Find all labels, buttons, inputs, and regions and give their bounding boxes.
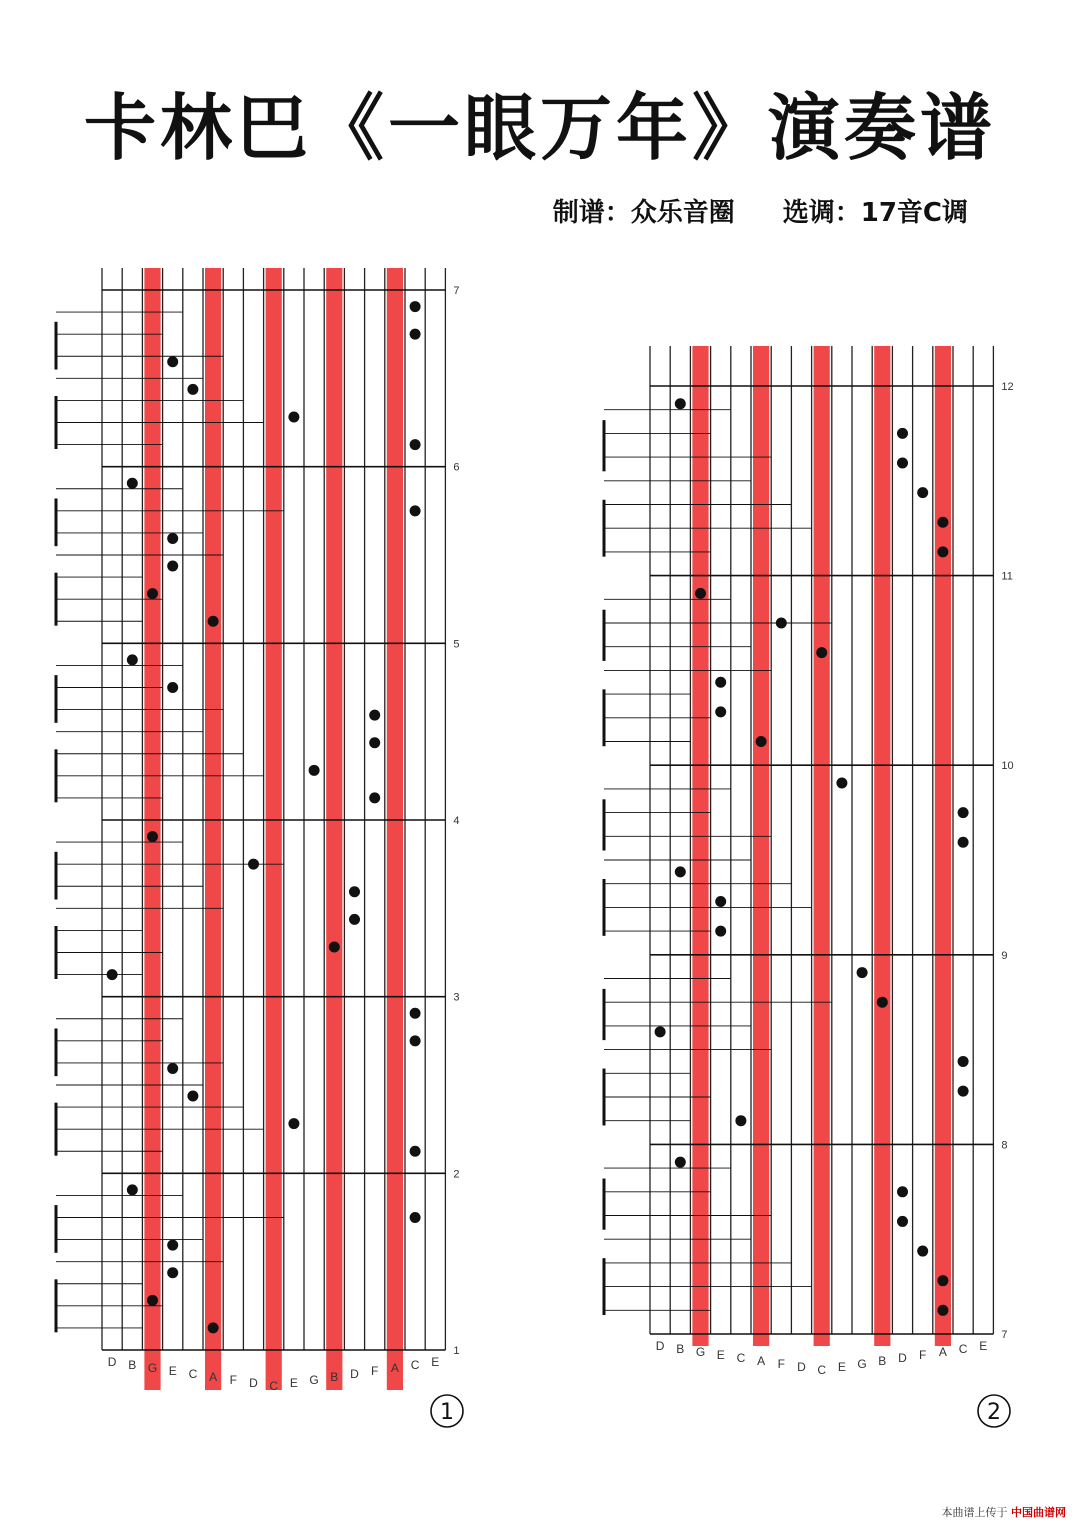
page-marker: 2 xyxy=(987,1400,1001,1425)
tine-highlight xyxy=(692,346,708,1346)
tine-label: B xyxy=(330,1370,339,1384)
tine-label: D xyxy=(249,1376,258,1390)
tine-label: A xyxy=(938,1345,947,1359)
note-dot xyxy=(735,1115,746,1126)
tine-label: E xyxy=(837,1360,846,1374)
note-dot xyxy=(715,896,726,907)
tine-label: D xyxy=(655,1339,665,1353)
note-dot xyxy=(715,677,726,688)
note-dot xyxy=(715,706,726,717)
tine-label: E xyxy=(716,1348,725,1362)
measure-number: 9 xyxy=(1001,949,1008,962)
tine-label: B xyxy=(676,1342,685,1356)
tine-label: E xyxy=(168,1364,177,1378)
note-dot xyxy=(836,777,847,788)
footer xyxy=(942,1504,1067,1520)
measure-number: 11 xyxy=(1001,570,1013,583)
note-dot xyxy=(675,1157,686,1168)
note-dot xyxy=(958,1086,969,1097)
tine-label: A xyxy=(757,1354,766,1368)
tine-label: C xyxy=(958,1342,968,1356)
note-dot xyxy=(695,588,706,599)
measure-number: 6 xyxy=(453,461,460,474)
note-dot xyxy=(897,458,908,469)
measure-number: 7 xyxy=(1001,1329,1008,1341)
measure-number: 5 xyxy=(453,638,460,651)
tine-label: F xyxy=(777,1357,785,1371)
footer-brand: 中国曲谱网 xyxy=(1011,1506,1066,1519)
tine-label: G xyxy=(147,1361,158,1375)
tine-label: F xyxy=(371,1364,379,1378)
tine-label: A xyxy=(390,1361,399,1375)
tine-highlight xyxy=(753,346,769,1346)
note-dot xyxy=(958,1056,969,1067)
tine-label: E xyxy=(431,1355,440,1369)
measure-number: 2 xyxy=(453,1168,460,1181)
tine-label: E xyxy=(289,1376,298,1390)
measure-number: 8 xyxy=(1001,1139,1008,1152)
note-dot xyxy=(816,647,827,658)
tine-label: D xyxy=(898,1351,907,1365)
note-dot xyxy=(877,997,888,1008)
tine-highlight xyxy=(814,346,830,1346)
note-dot xyxy=(756,736,767,747)
note-dot xyxy=(958,807,969,818)
note-dot xyxy=(715,926,726,937)
tine-label: C xyxy=(188,1367,198,1381)
note-dot xyxy=(897,1186,908,1197)
note-dot xyxy=(937,1275,948,1286)
note-dot xyxy=(655,1026,666,1037)
note-dot xyxy=(937,1305,948,1316)
note-dot xyxy=(937,546,948,557)
measure-number: 7 xyxy=(453,285,460,297)
tine-label: A xyxy=(209,1370,218,1384)
tine-highlight xyxy=(935,346,951,1346)
tine-label: C xyxy=(410,1358,420,1372)
note-dot xyxy=(958,837,969,848)
note-dot xyxy=(917,487,928,498)
tine-label: G xyxy=(857,1357,867,1371)
tine-label: G xyxy=(309,1373,319,1387)
tine-label: D xyxy=(350,1367,359,1381)
measure-number: 3 xyxy=(453,991,460,1004)
measure-number: 10 xyxy=(1001,760,1014,773)
tine-label: E xyxy=(979,1339,988,1353)
note-dot xyxy=(675,398,686,409)
tine-label: F xyxy=(229,1373,237,1387)
tine-label: D xyxy=(107,1355,117,1369)
tine-label: G xyxy=(695,1345,706,1359)
measure-number: 1 xyxy=(453,1345,460,1357)
tine-label: B xyxy=(128,1358,137,1372)
note-dot xyxy=(937,517,948,528)
key-credit: 选调：17音C调 xyxy=(782,198,968,228)
tine-label: C xyxy=(269,1379,279,1393)
tine-label: C xyxy=(736,1351,746,1365)
tine-label: C xyxy=(817,1363,827,1377)
note-dot xyxy=(897,1216,908,1227)
tine-label: D xyxy=(797,1360,806,1374)
footer-text: 本曲谱上传于 xyxy=(941,1506,1008,1519)
arranger-credit: 制谱：众乐音圈 xyxy=(552,198,735,228)
note-dot xyxy=(897,428,908,439)
tine-highlight xyxy=(874,346,890,1346)
note-dot xyxy=(675,866,686,877)
measure-number: 4 xyxy=(453,815,460,827)
tine-label: F xyxy=(919,1348,927,1362)
note-dot xyxy=(917,1246,928,1257)
note-dot xyxy=(857,967,868,978)
page-title: 卡林巴《一眼万年》演奏谱 xyxy=(83,86,996,170)
measure-number: 12 xyxy=(1001,381,1014,393)
tine-label: B xyxy=(878,1354,887,1368)
page-marker: 1 xyxy=(440,1400,454,1425)
note-dot xyxy=(776,618,787,629)
